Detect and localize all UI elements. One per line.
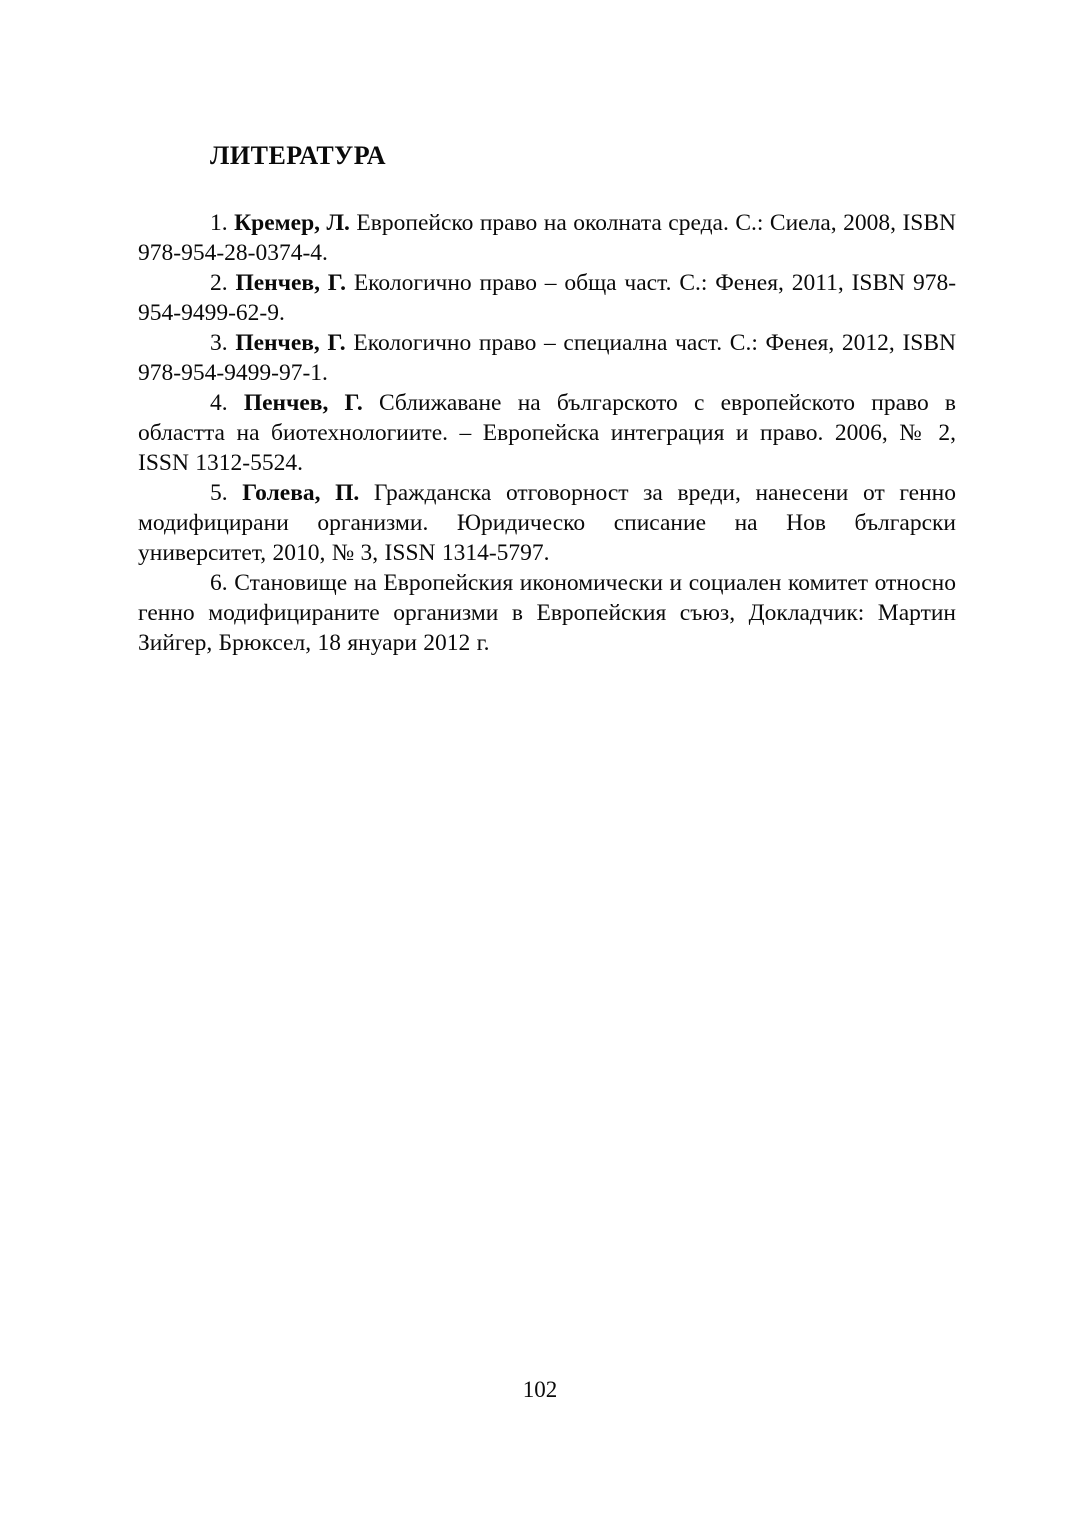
reference-list <box>138 208 956 658</box>
ref-author: Пенчев, Г. <box>243 390 363 416</box>
ref-text: Гражданска отговорност за вреди, нанесени от генно модифицирани организми. Юридическо списание на Нов български университет, 2010, № 3, ISSN 1314-5797. <box>138 480 956 566</box>
ref-number: 3. <box>210 330 228 356</box>
ref-author: Пенчев, Г. <box>235 270 346 296</box>
reference-entry <box>138 268 956 328</box>
ref-number: 2. <box>210 270 228 296</box>
ref-text: Екологично право – специална част. С.: Фенея, 2012, ISBN 978-954-9499-97-1. <box>138 330 957 386</box>
ref-text: Европейско право на околната среда. С.: Сиела, 2008, ISBN 978-954-28-0374-4. <box>138 210 957 266</box>
ref-number: 4. <box>210 390 228 416</box>
ref-author: Пенчев, Г. <box>235 330 346 356</box>
ref-author: Кремер, Л. <box>234 210 350 236</box>
ref-text: Становище на Европейския икономически и социален комитет относно генно модифицираните организми в Европейския съюз, Докладчик: Мартин Зийгер, Брюксел, 18 януари 2012 г. <box>138 570 956 656</box>
section-title: ЛИТЕРАТУРА <box>210 141 387 170</box>
reference-entry <box>138 208 956 268</box>
reference-entry <box>138 568 956 658</box>
ref-number: 5. <box>210 480 228 506</box>
ref-number: 6. <box>210 570 228 596</box>
ref-number: 1. <box>210 210 228 236</box>
reference-entry <box>138 328 956 388</box>
ref-text: Сближаване на българското с европейското право в областта на биотехнологиите. – Европейска интеграция и право. 2006, № 2, ISSN 1312-5524. <box>138 390 957 476</box>
reference-entry <box>138 478 956 568</box>
ref-text: Екологично право – обща част. С.: Фенея, 2011, ISBN 978-954-9499-62-9. <box>138 270 957 326</box>
page-number: 102 <box>522 1377 558 1402</box>
ref-author: Голева, П. <box>242 480 360 506</box>
reference-entry <box>138 388 956 478</box>
page-content <box>138 141 956 658</box>
